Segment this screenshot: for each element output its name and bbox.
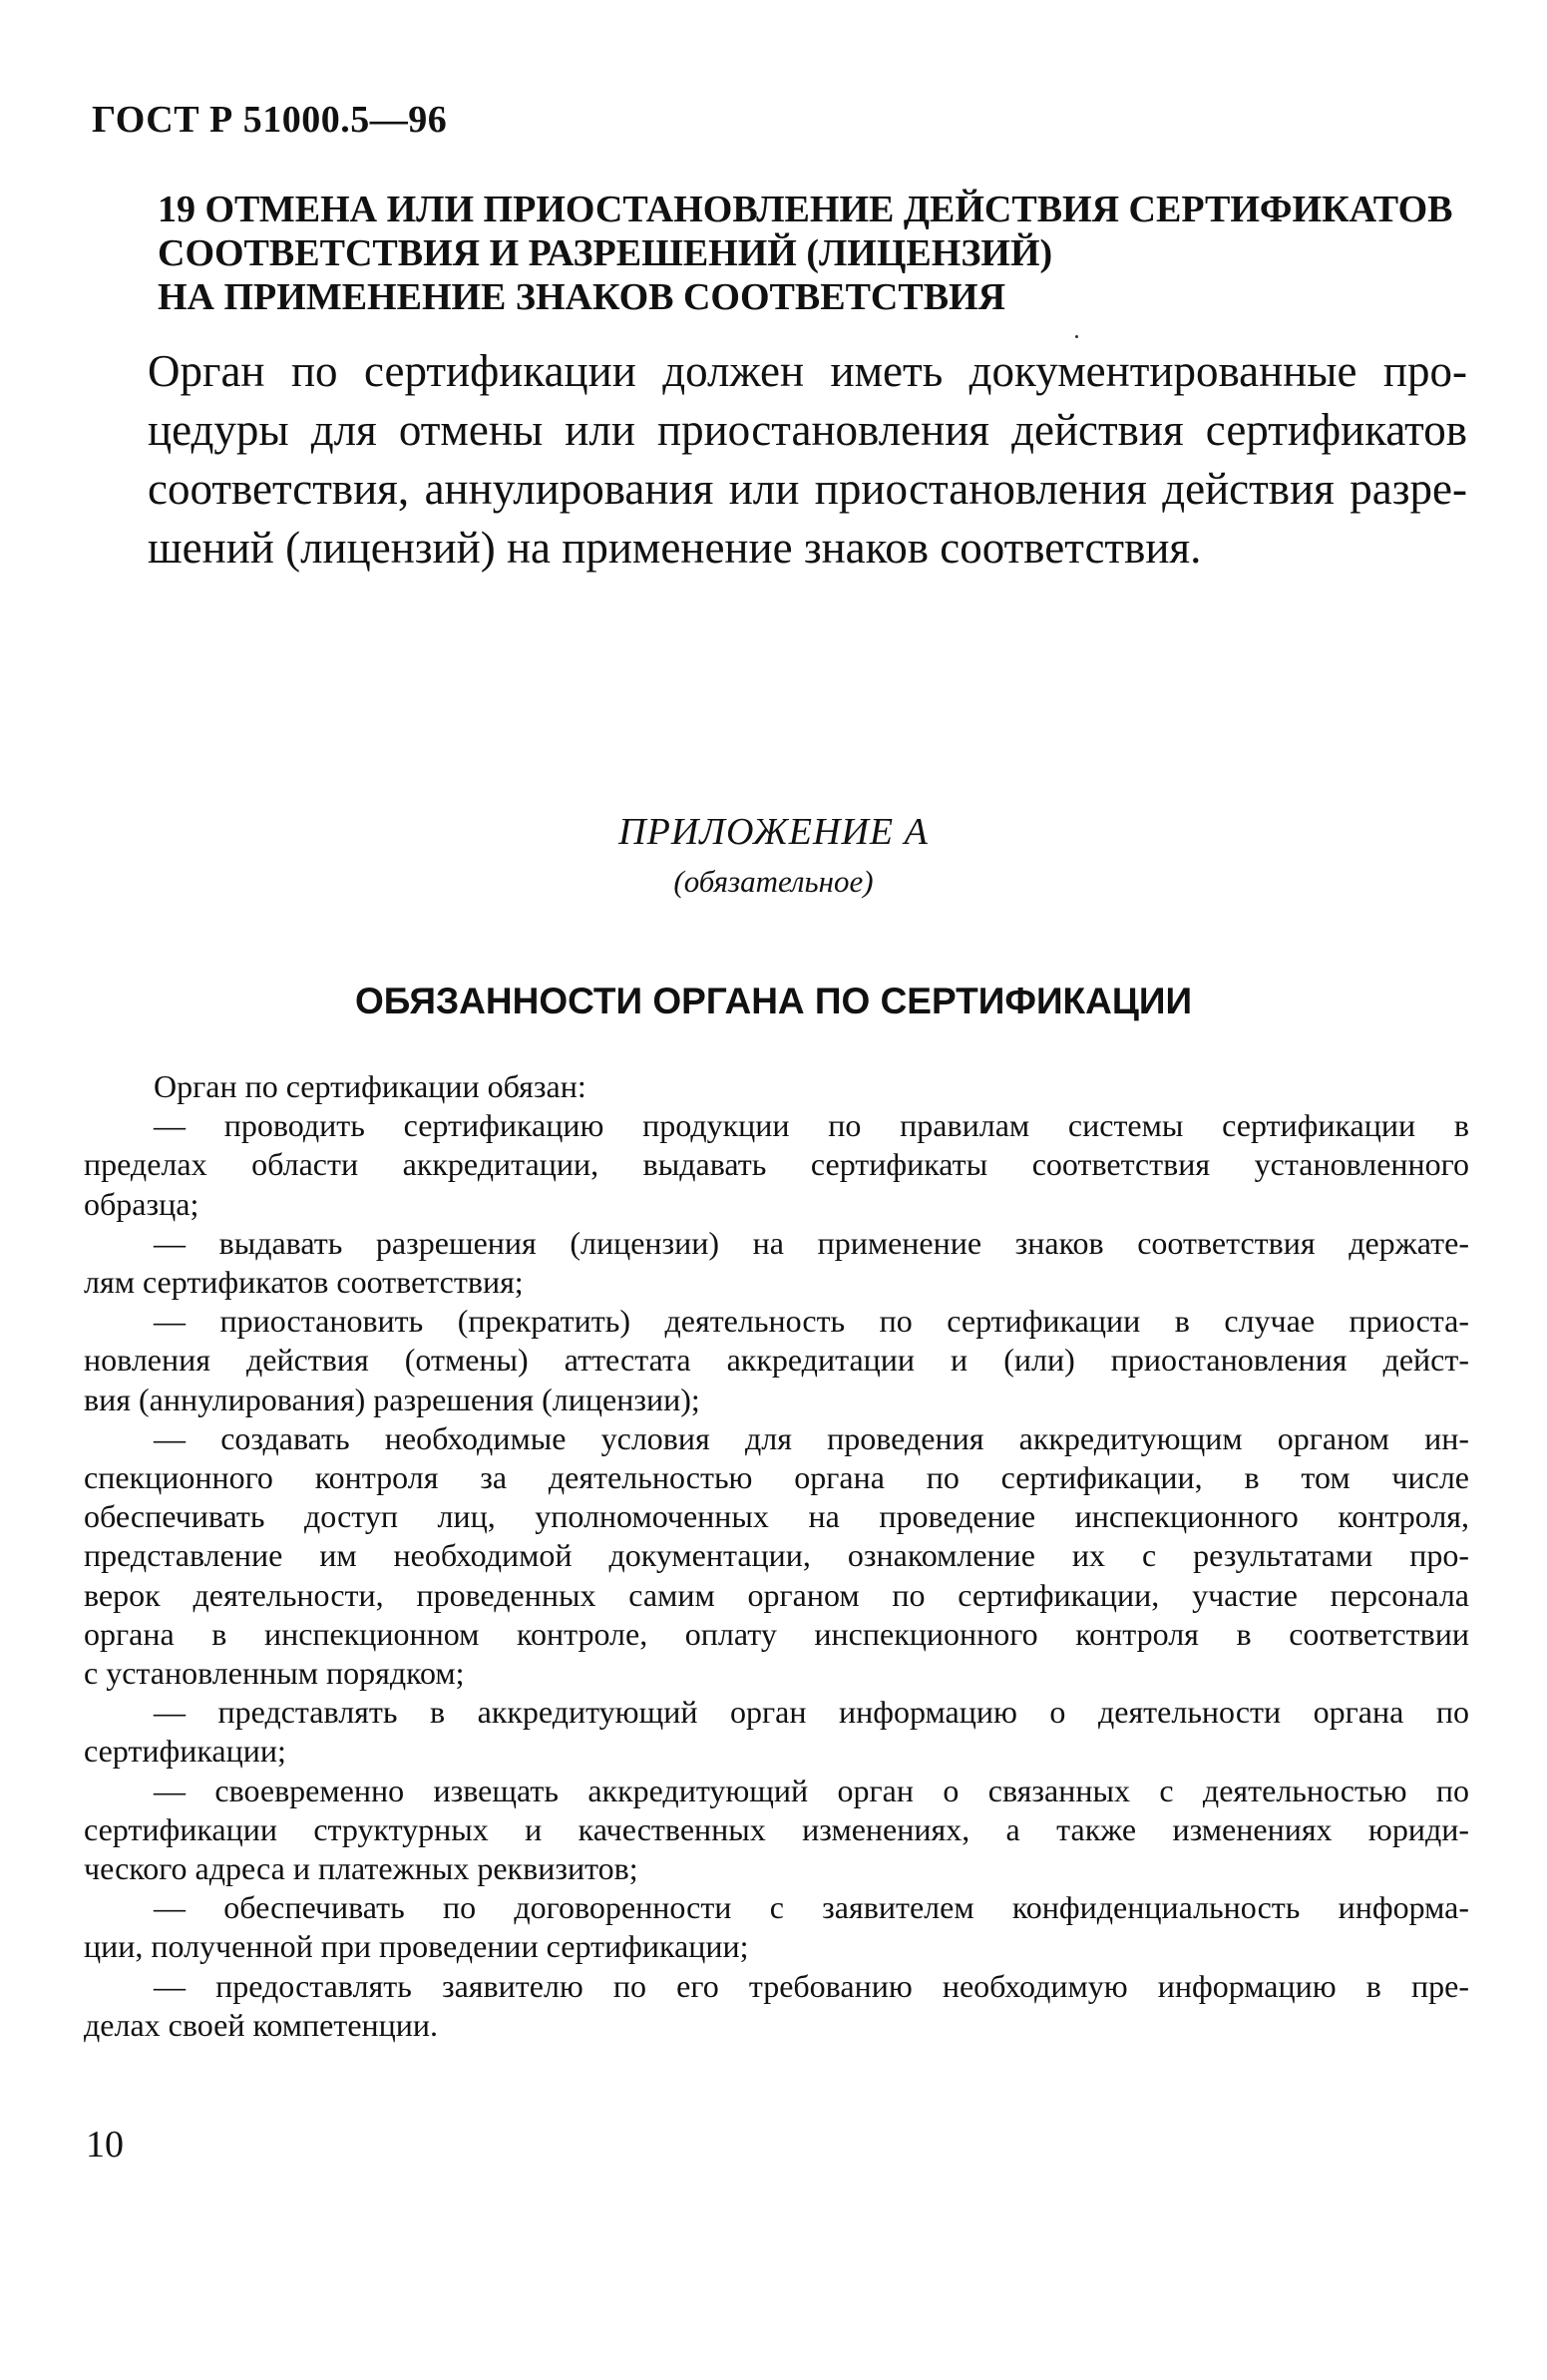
paragraph-line: цедуры для отмены или приостановления действия сертификатов — [148, 405, 1467, 455]
section-19-heading — [158, 188, 1454, 319]
section-19-paragraph — [148, 342, 1467, 578]
duties-line: — представлять в аккредитующий орган информацию о деятельности органа по — [154, 1694, 1469, 1731]
page-number: 10 — [86, 2124, 124, 2166]
appendix-title: ОБЯЗАННОСТИ ОРГАНА ПО СЕРТИФИКАЦИИ — [354, 981, 1193, 1021]
duties-line: — выдавать разрешения (лицензии) на применение знаков соответствия держате- — [154, 1224, 1469, 1261]
heading-line: СООТВЕТСТВИЯ И РАЗРЕШЕНИЙ (ЛИЦЕНЗИЙ) — [158, 232, 1053, 274]
appendix-status: (обязательное) — [673, 864, 874, 899]
paragraph-line: Орган по сертификации должен иметь документированные про- — [148, 346, 1467, 396]
duties-line: спекционного контроля за деятельностью органа по сертификации, в том числе — [84, 1459, 1469, 1496]
paragraph-line: соответствия, аннулирования или приостановления действия разре- — [148, 464, 1467, 514]
duties-line: новления действия (отмены) аттестата аккредитации и (или) приостановления дейст- — [84, 1342, 1469, 1379]
duties-line: обеспечивать доступ лиц, уполномоченных на проведение инспекционного контроля, — [84, 1498, 1469, 1535]
duties-line: сертификации; — [84, 1733, 286, 1770]
duties-line: представление им необходимой документации, ознакомление их с результатами про- — [84, 1537, 1469, 1574]
duties-line: образца; — [84, 1185, 199, 1222]
duties-line: ции, полученной при проведении сертификации; — [84, 1928, 749, 1965]
duties-line: — своевременно извещать аккредитующий орган о связанных с деятельностью по — [154, 1772, 1469, 1808]
paragraph-line: шений (лицензий) на применение знаков соответствия. — [148, 523, 1202, 573]
appendix-label: ПРИЛОЖЕНИЕ А — [618, 811, 929, 853]
duties-line: органа в инспекционном контроле, оплату инспекционного контроля в соответствии — [84, 1615, 1469, 1652]
duties-line: верок деятельности, проведенных самим органом по сертификации, участие персонала — [84, 1576, 1469, 1613]
duties-line: — проводить сертификацию продукции по правилам системы сертификации в — [154, 1107, 1469, 1144]
duties-line: — предоставлять заявителю по его требованию необходимую информацию в пре- — [154, 1967, 1469, 2004]
duties-line: — приостановить (прекратить) деятельность по сертификации в случае приоста- — [154, 1303, 1469, 1340]
heading-line: НА ПРИМЕНЕНИЕ ЗНАКОВ СООТВЕТСТВИЯ — [158, 276, 1006, 318]
duties-line: лям сертификатов соответствия; — [84, 1264, 524, 1301]
duties-line: сертификации структурных и качественных изменениях, а также изменениях юриди- — [84, 1810, 1469, 1847]
duties-line: ческого адреса и платежных реквизитов; — [84, 1850, 638, 1887]
duties-line: — создавать необходимые условия для проведения аккредитующим органом ин- — [154, 1419, 1469, 1456]
duties-line: делах своей компетенции. — [84, 2006, 439, 2043]
appendix-duties-text — [84, 1067, 1469, 2045]
duties-line: пределах области аккредитации, выдавать сертификаты соответствия установленного — [84, 1146, 1469, 1183]
heading-line: 19 ОТМЕНА ИЛИ ПРИОСТАНОВЛЕНИЕ ДЕЙСТВИЯ СЕРТИФИКАТОВ — [158, 189, 1453, 230]
duties-line: — обеспечивать по договоренности с заявителем конфиденциальность информа- — [154, 1889, 1469, 1926]
duties-line: вия (аннулирования) разрешения (лицензии); — [84, 1381, 700, 1417]
document-code: ГОСТ Р 51000.5—96 — [92, 99, 448, 141]
duties-line: с установленным порядком; — [84, 1655, 465, 1692]
scan-speck — [1075, 335, 1078, 338]
duties-line: Орган по сертификации обязан: — [154, 1068, 586, 1104]
